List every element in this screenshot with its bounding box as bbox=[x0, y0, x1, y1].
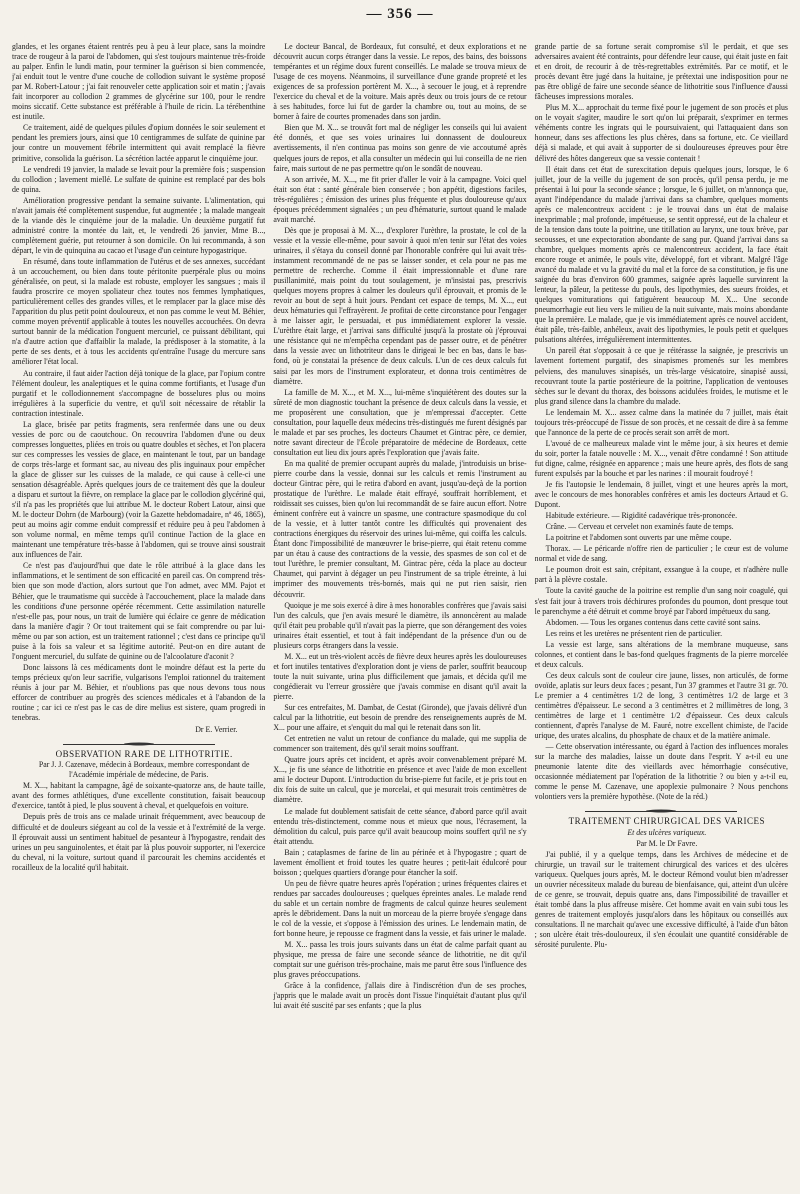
paragraph: Bain ; cataplasmes de farine de lin au périnée et à l'hypogastre ; quart de lavement émollient et froid toutes les quatre heures ; petit-lait édulcoré pour boisson ; quelques quartiers d'orange pour étancher la soif. bbox=[273, 847, 527, 877]
paragraph: Un peu de fièvre quatre heures après l'opération ; urines fréquentes claires et rendues par saccades douloureuses ; quelques épreintes anales. Le malade rend du sable et un certain nombre de fragments de calcul quinze heures seulement après le débridement. Dans la nuit un morceau de la pierre broyée s'engage dans le col de la vessie, et s'oppose à l'émission des urines. Le lendemain matin, de fort bonne heure, je repousse ce fragment dans la vessie, et fais uriner le malade. bbox=[273, 878, 527, 939]
paragraph: glandes, et les organes étaient rentrés peu à peu à leur place, sans la moindre trace de rougeur à la paroi de l'abdomen, qui s'est toujours maintenue très-froide au palper. Enfin le lundi matin, pour terminer la guérison si bien commencée, j'ai enduit tout le ventre d'une couche de collodion suivant le système proposé par M. Robert-Latour ; j'ai fait renouveler cette application soir et matin ; j'avais fait incorporer au collodion 2 grammes de glycérine sur 100, pour le rendre moins siccatif. Cette substance est préférable à l'huile de ricin. La térébenthine est inutile. bbox=[12, 42, 266, 122]
paragraph: Le lendemain M. X... assez calme dans la matinée du 7 juillet, mais était toujours très-préoccupé de l'issue de son procès, et ne cessait de dire à sa femme que l'annonce de la perte de ce procès serait son arrêt de mort. bbox=[534, 407, 788, 437]
paragraph: En résumé, dans toute inflammation de l'utérus et de ses annexes, succédant à un accouchement, ou bien dans toute péritonite puerpérale plus ou moins généralisée, on peut, si la malade est robuste, employer les sangsues ; mais il faudra proscrire ce moyen spoliateur chez toutes nos femmes lymphatiques, particulièrement celles des grandes villes, et le remplacer par la glace mise dès l'apparition du plus petit point douloureux, et non pas comme le veut M. Béhier, comme moyen préventif applicable à toutes les nouvelles accouchées. On devra surtout bannir de la médication l'onguent mercuriel, ce puissant débilitant, qui n'a d'autre action que d'affaiblir la malade, la prédisposer à la stomatite, à la perte de ses dents, et à tous les accidents qu'entraîne l'usage du mercure sans améliorer l'état local. bbox=[12, 256, 266, 367]
paragraph: Depuis près de trois ans ce malade urinait fréquemment, avec beaucoup de difficulté et de douleurs siégeant au col de la vessie et à l'extrémité de la verge. Il éprouvait aussi un sentiment habituel de pesanteur à l'hypogastre, rendait des urines un peu sanguinolentes, et était par là plus pouvoir supporter, ni l'exercice du cheval, ni la voiture, surtout quand il parcourait les chemins accidentés et rocailleux de la localité qu'il habitait. bbox=[12, 812, 266, 872]
paragraph: Plus M. X... approchait du terme fixé pour le jugement de son procès et plus on le voyait s'agiter, maudire le sort qu'on lui préparait, s'exprimer en termes véhéments contre les ingrats qui le poursuivaient, qui l'attaquaient dans son honneur, dans ses affections les plus chères, dans sa fortune, etc. Ce vieillard déjà si malade, et qui avait à supporter de si douloureuses épreuves pour être délivré des hôtes dangereux que sa vessie contenait ! bbox=[534, 103, 788, 163]
paragraph: J'ai publié, il y a quelque temps, dans les Archives de médecine et de chirurgie, un travail sur le traitement chirurgical des varices et des ulcères variqueux. Quelques jours après, M. le docteur Rémond voulut bien m'adresser un ouvrier nécessiteux malade du bureau de bienfaisance, qui, atteint d'un ulcère de ce genre, se trouvait, depuis quatre ans, dans l'impossibilité de travailler et était tombé dans la plus affreuse misère. Cet homme avait en vain subi tous les genres de traitement employés jusqu'alors dans les hôpitaux ou conseillés aux consultations. Il ne marchait qu'avec une excessive difficulté, à l'aide d'un bâton ; son ulcère était très-douloureux, il s'en écoulait une quantité considérable de sérosité purulente. Plu- bbox=[534, 849, 788, 950]
paragraph: Les reins et les uretères ne présentent rien de particulier. bbox=[545, 628, 723, 638]
paragraph: La glace, brisée par petits fragments, sera renfermée dans une ou deux vessies de porc ou de caoutchouc. On recouvrira l'abdomen d'une ou deux compresses longuettes, pliées en trois ou quatre doubles et sèches, et l'on placera sur ces compresses les vessies de glace, en maintenant le tout, par un bandage de corps très-large et formant sac, au niveau des plis inguinaux pour empêcher la glace de glisser sur les cuisses de la malade, ce qui cause à celle-ci une sensation désagréable. Après quelques jours de ce traitement dès que la douleur a disparu et surtout la fièvre, on remplace la glace par le collodion glycériné qui, s'il n'a pas les propriétés que lui attribue M. le docteur Robert Latour, ainsi que M. le docteur Dohrn (de Marbourg) (voir la Gazette hebdomadaire, nº 46, 1865), peut au moins agir comme enduit compressif et réduire peu à peu l'abdomen à son volume normal, en même temps qu'il continue l'action de la glace en maintenant une température très-basse à l'abdomen, qui se trouve ainsi soustrait aux influences de l'air. bbox=[12, 419, 266, 560]
article-byline: Par J. J. Cazenave, médecin à Bordeaux, membre correspondant de l'Académie impériale de médecine, de Paris. bbox=[38, 760, 250, 780]
paragraph: Thorax. — Le péricarde n'offre rien de particulier ; le cœur est de volume normal et vide de sang. bbox=[534, 544, 788, 564]
paragraph: M. X... passa les trois jours suivants dans un état de calme parfait quant au physique, me pressa de faire une seconde séance de lithotritie, ne dit qu'il comptait sur une guérison très-prochaine, mais me parut être sous l'influence des plus graves préoccupations. bbox=[273, 940, 527, 980]
paragraph: Le poumon droit est sain, crépitant, exsangue à la coupe, et n'adhère nulle part à la plèvre costale. bbox=[534, 565, 788, 585]
paragraph: M. X..., habitant la campagne, âgé de soixante-quatorze ans, de haute taille, avant des formes athlétiques, d'une excellente constitution, faisait beaucoup d'exercice, tantôt à pied, le plus souvent à cheval, et quelquefois en voiture. bbox=[12, 781, 266, 811]
column-middle bbox=[273, 42, 526, 1182]
paragraph: Quoique je me sois exercé à dire à mes honorables confrères que j'avais saisi l'un des calculs, que j'en avais mesuré le diamètre, ils annoncèrent au malade qu'il était peu probable qu'il n'avait pas la pierre, que son dérangement des voies urinaires était essentiel, et tout à fait indépendant de la présence d'un ou de plusieurs corps étrangers dans la vessie. bbox=[273, 600, 527, 650]
paragraph: Un pareil état s'opposait à ce que je réitérasse la saignée, je prescrivis un lavement fortement purgatif, des sinapismes promenés sur les membres pelviens, des manuluves sinapisés, un très-large vésicatoire, sinapisé aussi, recouvrant toute la partie postérieure de la poitrine, l'application de ventouses sèches sur le devant du thorax, des boissons acidulées froides, le mutisme et le plus grand silence dans la chambre du malade. bbox=[534, 346, 788, 406]
paragraph: Au contraire, il faut aider l'action déjà tonique de la glace, par l'opium contre l'élément douleur, les analeptiques et le quina comme fortifiants, et l'usage d'un purgatif et le collodionnement s'accompagne de bosselures plus ou moins irrégulières à la superficie du ventre, et qu'il soit nécessaire de rétablir la contraction intestinale. bbox=[12, 368, 266, 418]
article-heading: TRAITEMENT CHIRURGICAL DES VARICES bbox=[568, 816, 766, 827]
paragraph: Abdomen. — Tous les organes contenus dans cette cavité sont sains. bbox=[545, 617, 761, 627]
paragraph: Dès que je proposai à M. X..., d'explorer l'urèthre, la prostate, le col de la vessie et la vessie elle-même, pour savoir à quoi m'en tenir sur l'état des voies urinaires, il s'étaya du conseil donné par l'honorable confrère qui lui avait très-instamment recommandé de ne pas se laisser sonder, et cela pour ne pas me permettre de recherche. Comme il était impressionnable et d'une rare pusillanimité, mais point du tout soulagement, je m'insistai pas, prescrivis quelques moyens propres à calmer les douleurs qu'il éprouvait, et promis de le revoir au bout de sept à huit jours. Pendant cet espace de temps, M. X..., eut deux hématuries qui l'effrayèrent. Je profitai de cette circonstance pour l'engager à me laisser agir, le persuadai, et pus immédiatement explorer la vessie. L'urèthre était large, et j'arrivai sans difficulté jusqu'à la prostate où j'éprouvai une résistance qui ne m'empêcha cependant pas de passer outre, et de pénétrer dans la vessie avec un lithotriteur dans le dirigeai le bec en bas, dans le bas-fond, où je constatai la présence de deux calculs. L'un de ces deux calculs fut saisi par les mors de l'instrument explorateur, et donna trois centimètres de diamètre. bbox=[273, 225, 527, 386]
article-columns bbox=[12, 42, 788, 1182]
article-heading: OBSERVATION RARE DE LITHOTRITIE. bbox=[55, 749, 233, 760]
paragraph: Il était dans cet état de surexcitation depuis quelques jours, lorsque, le 6 juillet, jour de la veille du jugement de son procès, qu'il pensa perdu, je me présentai à lui pour la seconde séance ; lorsque, le 6 juillet, on m'annonça que, ayant l'indépendance du malade j'arrivai dans sa chambre, quelques moments après ce malencontreux accident : je le trouvai dans un état de malaise inexprimable ; mal profonde, impétueuse, se sentit oppressé, eut de la chaleur et de la tension dans toute la poitrine, une titillation au larynx, une toux brève, par secousses, et une expectoration abondante de sang pur. Quand j'arrivai dans sa chambre, quelques moments après ce malencontreux accident, la face était encore rouge et animée, le pouls vite, développé, fort et vibrant. Malgré l'âge avancé du malade et vu la gravité du mal et la force de sa constitution, je fis une saignée du bras d'environ 600 grammes, saignée après laquelle survinrent la lenteur, la pâleur, la petitesse du pouls, des lipothymies, des sueurs froides, et quelques vomiturations qui fatiguèrent beaucoup M. X... Une seconde pneumorrhagie eut lieu vers le milieu de la nuit suivante, mais moins abondante que la première. Le malade, que je vis immédiatement après ce nouvel accident, était pâle, très-faible, anhéleux, avait des lipothymies, le pouls petit et quelques pulsations altérées, irrégulièrement intermittentes. bbox=[534, 164, 788, 345]
paragraph: La famille de M. X..., et M. X..., lui-même s'inquiétèrent des doutes sur la sûreté de mon diagnostic touchant la présence de deux calculs dans la vessie, et me proposèrent une consultation, que je m'empressai d'accepter. Cette consultation, pour laquelle deux médecins très-distingués me furent désignés par le malade et par ses proches, les docteurs Chaumet et Gintrac père, ce dernier, notre savant directeur de l'École préparatoire de médecine de Bordeaux, cette consultation eut lieu dix jours après l'exploration que j'avais faite. bbox=[273, 387, 527, 457]
paragraph: Quatre jours après cet incident, et après avoir convenablement préparé M. X..., je fis une séance de lithotritie en présence et avec l'aide de mon excellent ami le docteur Dupont. L'introduction du brise-pierre fut facile, et je pris tout en dix fois de suite un calcul, que je morcelai, et qui mesurait trois centimètres de diamètre. bbox=[273, 755, 527, 805]
paragraph: Amélioration progressive pendant la semaine suivante. L'alimentation, qui n'avait jamais été complètement suspendue, fut augmentée ; la malade mangeait de la viande dès le cinquième jour de la maladie. Un deuxième purgatif fut administré contre la montée du lait, et, le vendredi 26 janvier, Mme B..., complètement guérie, put retourner à son domicile. On lui recommanda, à son départ, le vin de quinquina au cacao et l'usage d'un ceinture hypogastrique. bbox=[12, 195, 266, 255]
paragraph: Habitude extérieure. — Rigidité cadavérique très-prononcée. bbox=[545, 511, 738, 521]
paragraph: Ce traitement, aidé de quelques pilules d'opium données le soir seulement et pendant les premiers jours, ainsi que 10 centigrammes de sulfate de quinine par jour contre un mouvement fébrile intermittent qui avait remplacé la fièvre primitive, consolida la guérison. La sécrétion lactée apparut le cinquième jour. bbox=[12, 123, 266, 163]
paragraph: Le docteur Bancal, de Bordeaux, fut consulté, et deux explorations et ne découvrit aucun corps étranger dans la vessie. Le repos, des bains, des boissons tempérantes et un régime doux furent conseillés. Le malade se trouva mieux de l'usage de ces moyens. Néanmoins, il surveillance d'une grande propreté et les exigences de sa profession portèrent M. X..., à secouer le joug, et à reprendre l'exercice du cheval et de la voiture. Mais après deux ou trois jours de ce retour à ses habitudes, force lui fut de garder la chambre ou, tout au moins, de se borner à faire de courtes promenades dans son jardin. bbox=[273, 42, 527, 122]
page-number: — 356 — bbox=[366, 6, 434, 22]
paragraph: Sur ces entrefaites, M. Dambat, de Cestat (Gironde), que j'avais délivré d'un calcul par la lithotritie, eut besoin de prendre des renseignements auprès de M. X... pour une affaire, et s'enquit du mal qui le retenait dans son lit. bbox=[273, 703, 527, 733]
paragraph: A son arrivée, M. X..., me fit prier d'aller le voir à la campagne. Voici quel était son état : santé générale bien conservée ; bon appétit, digestions faciles, très-régulières ; émission des urines plus fréquente et plus douloureuse qu'aux époques précédemment signalées ; un peu d'hématurie, surtout quand le malade avait marché. bbox=[273, 174, 527, 224]
article-subheading: Et des ulcères variqueux. bbox=[627, 827, 707, 837]
paragraph: Je fis l'autopsie le lendemain, 8 juillet, vingt et une heures après la mort, avec le concours de mes honorables confrères et amis les docteurs Artaud et G. Dupont. bbox=[534, 480, 788, 510]
paragraph: La vessie est large, sans altérations de la membrane muqueuse, sans colonnes, et contient dans le bas-fond quelques fragments de la pierre morcelée et deux calculs. bbox=[534, 639, 788, 669]
paragraph: Ces deux calculs sont de couleur cire jaune, lisses, non articulés, de forme ovoïde, aplatis sur leurs deux faces ; pesant, l'un 37 grammes et l'autre 31 gr. 70. Le premier a 4 centimètres 1/2 de long, 3 centimètres 1/2 de large et 3 centimètres d'épaisseur. Le second a 3 centimètres et 2 millimètres de long, 3 centimètres de large et 1 centimètre 1/2 d'épaisseur. Ces deux calculs contiennent, d'après l'analyse de M. Fauré, notre excellent chimiste, de l'acide urique, des urates alcalins, du phosphate de chaux et de la matière animale. bbox=[534, 670, 788, 741]
paragraph: Le malade fut doublement satisfait de cette séance, d'abord parce qu'il avait entendu très-distinctement, comme nous et mieux que nous, l'écrasement, la démolition du calcul, puis parce qu'il avait beaucoup moins souffert qu'il ne s'y était attendu. bbox=[273, 806, 527, 846]
section-divider bbox=[585, 808, 737, 814]
paragraph: Le vendredi 19 janvier, la malade se levait pour la première fois ; suspension du collodion ; lavement miellé. Le sulfate de quinine est remplacé par des bols de quina. bbox=[12, 164, 266, 194]
column-right bbox=[535, 42, 788, 1182]
article-byline: Par M. le Dr Favre. bbox=[636, 838, 698, 848]
paragraph: Donc laissons là ces médicaments dont le moindre défaut est la perte du temps précieux qu'on leur sacrifie, vulgarisons l'emploi rationnel du traitement réunis à jour par M. Béhier, et n'oublions pas que nous devons tous nous efforcer de contribuer au progrès des sciences médicales et à l'abandon de la routine ; car ici ce n'est pas le cas de dire melius est sistere, quam progredi in tenebras. bbox=[12, 662, 266, 723]
paragraph: En ma qualité de premier occupant auprès du malade, j'introduisis un brise-pierre courbe dans la vessie, donnai sur les calculs et remis l'instrument au docteur Gintrac père, qui le retira d'abord en avant, jusqu'au-deçà de la portion prostatique de l'urèthre. Le malade était effrayé, souffrait horriblement, et roidissait ses cuisses, bien qu'on lui recommandât de se faire aucun effort. Notre éminent confrère eut à vaincre un spasme, une contracture spasmodique du col de la vessie, et à lutter tantôt contre les difficultés qui provenaient des contractions énergiques du réservoir des urines lui-même, qui coiffa les calculs. Étant donc l'impossibilité de manœuvrer le brise-pierre, qui était retenu comme par un étau à cause des contractions de la vessie, des spasmes de son col et de tout l'urèthre, le premier consultant, M. Gintrac père, céda la place au docteur Chaumet, qui parvint à dégager un peu l'instrument de sa triple étreinte, à lui imprimer des mouvements très-bornés, mais qui ne put rien saisir, rien découvrir. bbox=[273, 458, 527, 599]
paragraph: M. X... eut un très-violent accès de fièvre deux heures après les douloureuses et fort inutiles tentatives d'exploration dont je viens de parler, souffrit beaucoup toute la nuit suivante, urina plus difficilement que jamais, et décida qu'il me congédierait vu l'erreur grossière que j'avais commise en disant qu'il avait la pierre. bbox=[273, 651, 527, 701]
paragraph: Toute la cavité gauche de la poitrine est remplie d'un sang noir coagulé, qui s'est fait jour à travers trois déchirures profondes du poumon, dont presque tout le parenchyme a été détruit et comme broyé par l'abord impétueux du sang. bbox=[534, 586, 788, 616]
paragraph: Grâce à la confidence, j'allais dire à l'indiscrétion d'un de ses proches, j'appris que le malade avait un procès dont l'issue l'inquiétait d'autant plus qu'il lui avait été suscité par ses enfants ; que la plus bbox=[273, 981, 527, 1011]
author-signature: Dr E. Verrier. bbox=[195, 725, 238, 735]
paragraph: Cet entretien ne valut un retour de confiance du malade, qui me supplia de commencer son traitement, dès qu'il serait moins souffrant. bbox=[273, 734, 527, 754]
section-divider bbox=[63, 741, 215, 747]
paragraph: — Cette observation intéressante, ou égard à l'action des influences morales sur la marche des maladies, laisse un doute dans l'esprit. Y a-t-il eu une pneumonie latente dite des vieillards avec hémorrhagie consécutive, occasionnée médiatement par l'opération de la lithotritie ? ou bien y a-t-il eu, comme le pense M. Cazenave, une apoplexie pulmonaire ? Nous penchons volontiers vers la première hypothèse. (Note de la réd.) bbox=[534, 742, 788, 802]
paragraph: Ce n'est pas d'aujourd'hui que date le rôle attribué à la glace dans les inflammations, et le sentiment de son efficacité en pareil cas. On comprend très-bien que son mode d'action, alors surtout que l'on admet, avec MM. Pajot et Béhier, que le traumatisme qui succède à l'accouchement, place la malade dans les conditions d'une personne opérée récemment. Cette assimilation naturelle n'est-elle pas, pour nous, un trait de lumière qui éclaire ce genre de médication dans la manière d'agir ? Or tout traitement qui se fait comprendre ou par lui-même ou par son action, est un traitement rationnel ; c'est dans ce principe qu'il puise à la fois sa valeur et sa légitime autorité. Peut-on en dire autant de l'onguent mercuriel, du sulfate de quinine ou de l'alcoolature d'aconit ? bbox=[12, 561, 266, 661]
paragraph: grande partie de sa fortune serait compromise s'il le perdait, et que ses adversaires avaient été contraints, pour défendre leur cause, qui était juste en fait et en droit, de recourir à de très-regrettables extrémités. Par ce motif, et le procès devant être jugé dans la huitaine, je prétextai une indisposition pour ne pas être obligé de faire une seconde séance de lithotritie sous l'influence d'aussi fâcheuses impressions morales. bbox=[534, 42, 788, 102]
paragraph: Crâne. — Cerveau et cervelet non examinés faute de temps. bbox=[545, 522, 734, 532]
paragraph: La poitrine et l'abdomen sont ouverts par une même coupe. bbox=[545, 533, 732, 543]
paragraph: Bien que M. X... se trouvât fort mal de négliger les conseils qui lui avaient été donnés, et que ses voies urinaires lui donnassent de douloureux avertissements, il n'en continua pas moins son genre de vie accoutumé après quelques jours de repos, et alla consulter un médecin qui lui conseilla de ne rien faire, mais surtout de ne pas permettre qu'on le sondât de nouveau. bbox=[273, 123, 527, 173]
column-left bbox=[12, 42, 265, 1182]
paragraph: L'avoué de ce malheureux malade vint le même jour, à six heures et demie du soir, porter la fatale nouvelle : M. X..., venait d'être condamné ! Son attitude fut digne, calme, résignée en apparence ; mais une heure après, des flots de sang furent expulsés par la bouche et par les narines : il mourait foudroyé ! bbox=[534, 438, 788, 478]
